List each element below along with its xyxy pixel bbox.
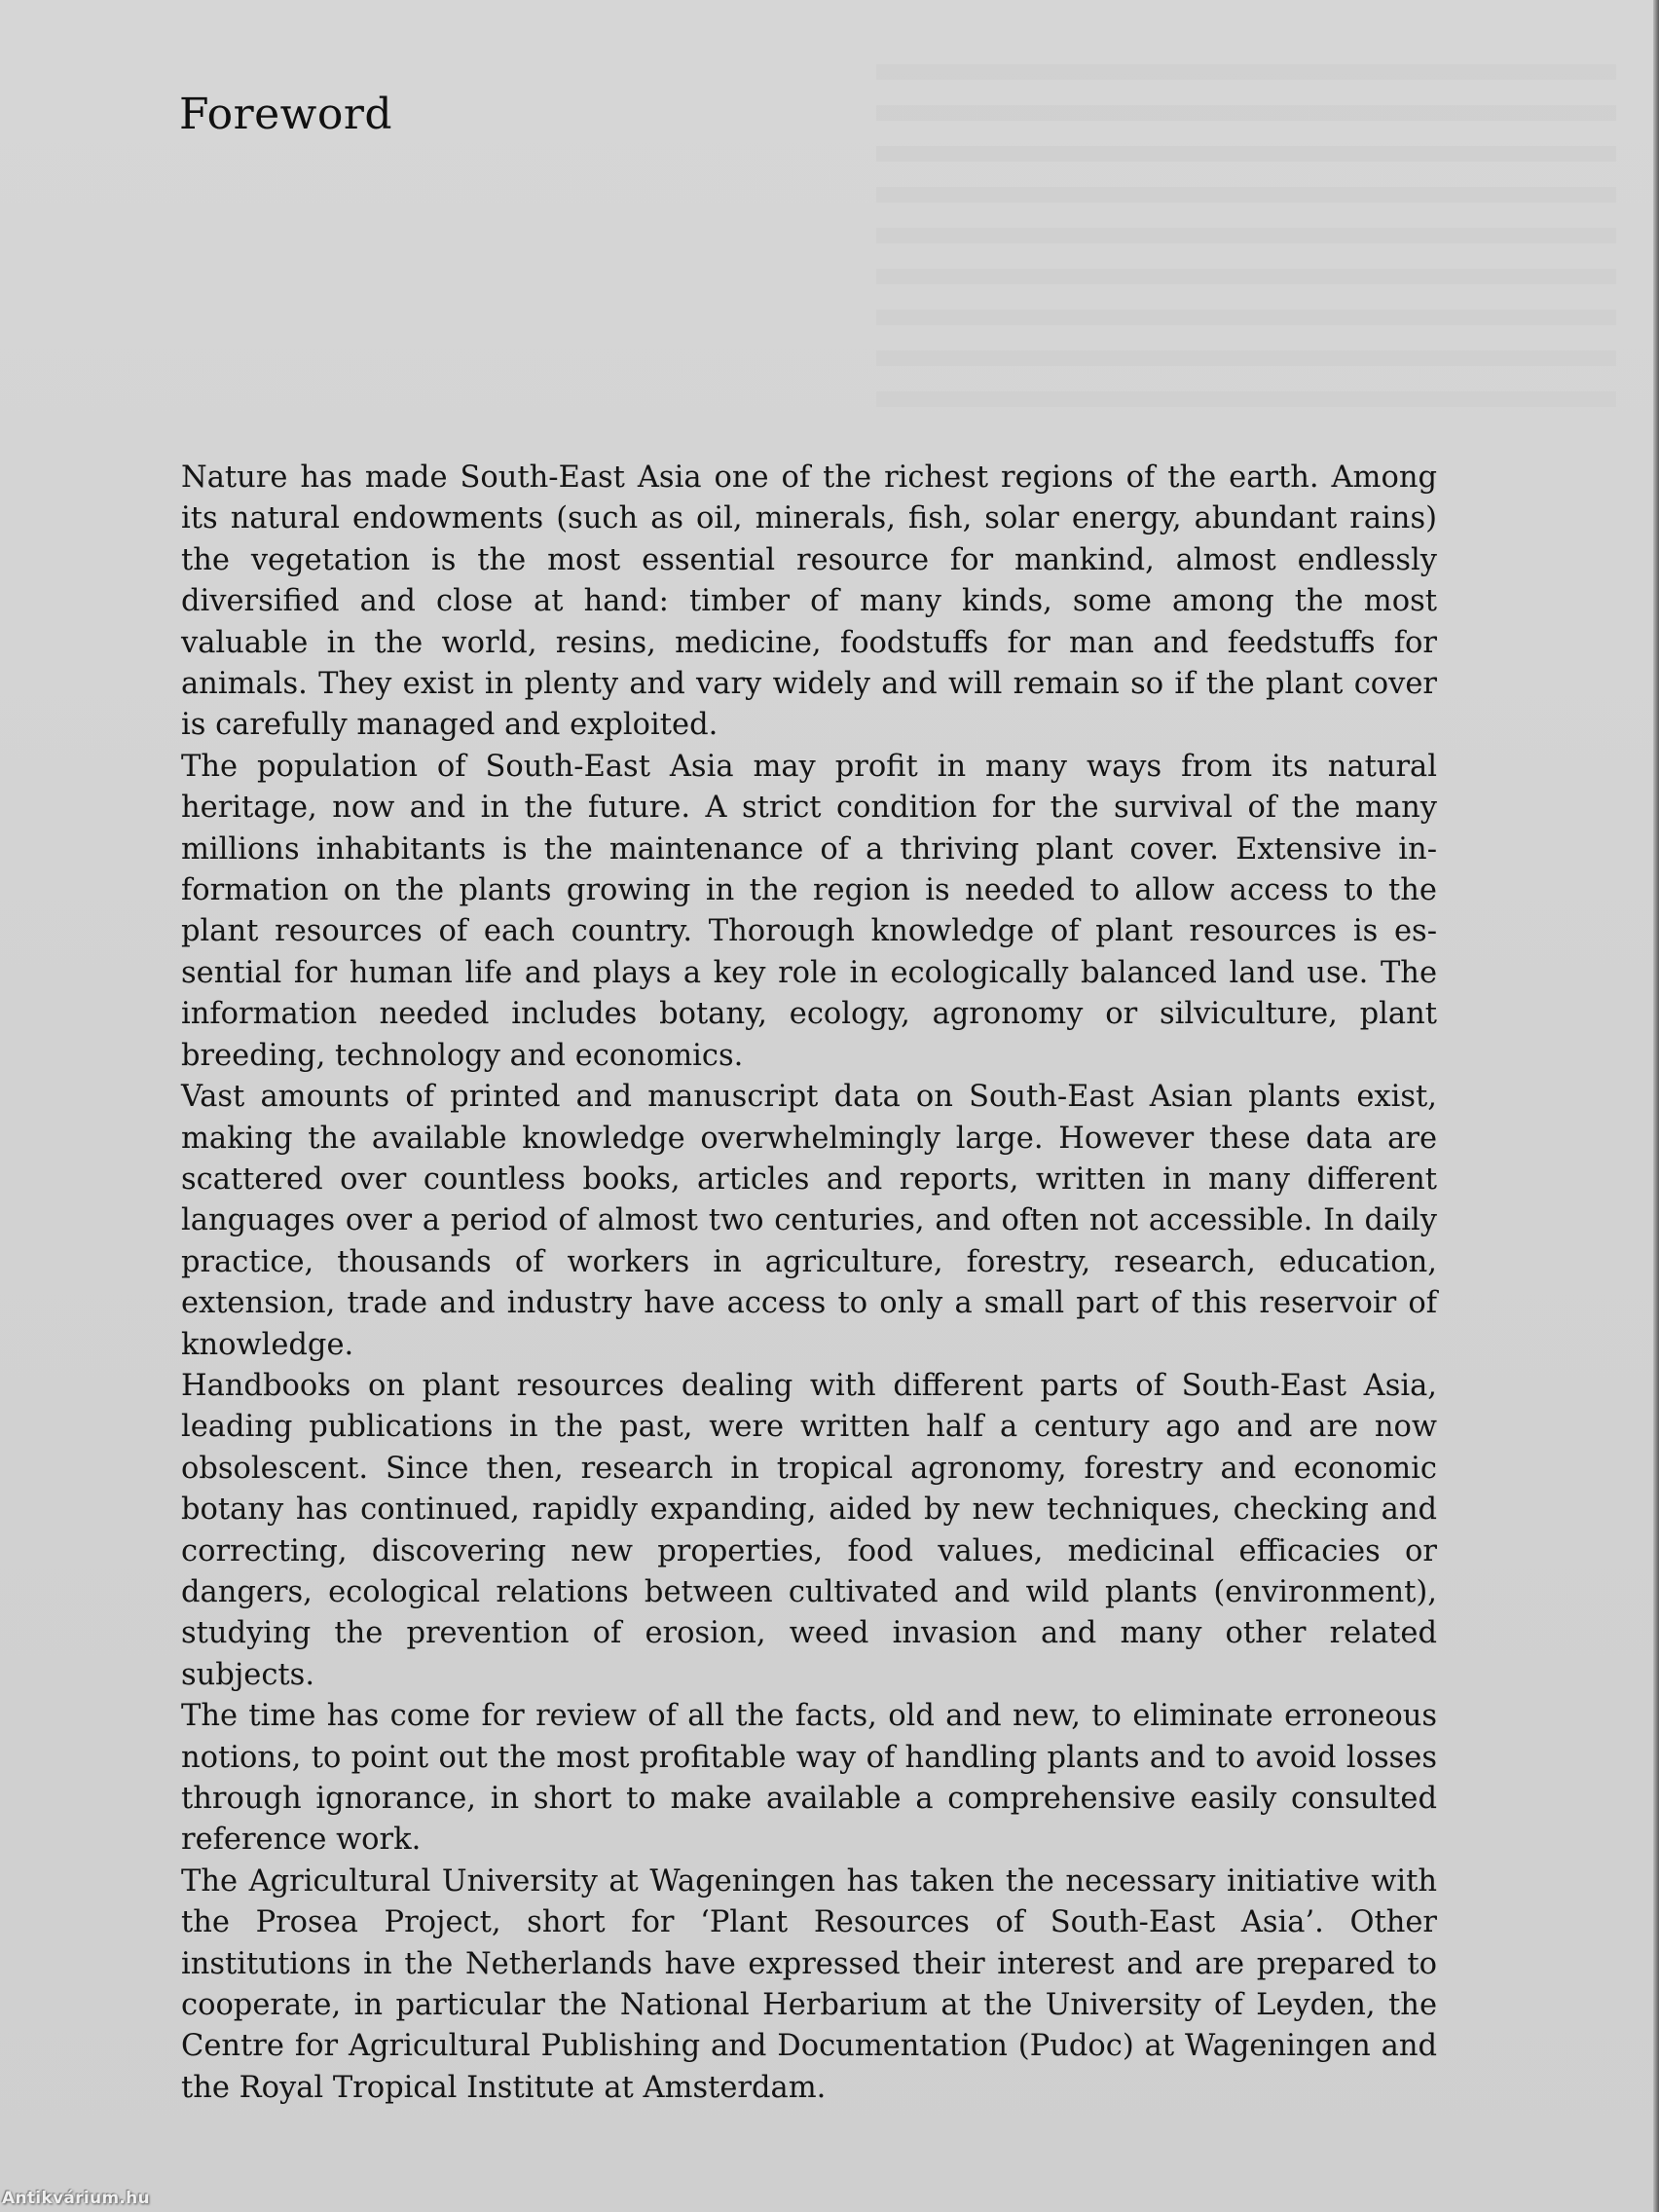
reverse-side-show-through — [876, 39, 1616, 428]
watermark: Antikvárium.hu — [2, 2189, 150, 2208]
paragraph-3: Vast amounts of printed and manuscript data on South-East Asian plants exist, making the available knowledge overwhelmingly large. However these data are scattered over countless books, articles and reports, written in many different languages over a period of almost two centuries, and often not accessible. In daily practice, thousands of workers in agriculture, forestry, research, education, extension, trade and industry have access to only a small part of this reservoir of knowledge. — [181, 1080, 1437, 1362]
page-title: Foreword — [179, 90, 393, 139]
paragraph-1: Nature has made South-East Asia one of the richest regions of the earth. Among its natural endowments (such as oil, minerals, fish, solar energy, abundant rains) the vegetation is the most essential resource for mankind, almost endlessly diversified and close at hand: timber of many kinds, some among the most valuable in the world, resins, medicine, foodstuffs for man and feedstuffs for animals. They exist in plenty and vary widely and will remain so if the plant cover is carefully managed and exploited. — [181, 461, 1437, 743]
paragraph-2: The population of South-East Asia may profit in many ways from its natural heritage, now and in the future. A strict condition for the survival of the many millions inhabitants is the maintenance of a thriving plant cover. Extensive information on the plants growing in the region is needed to allow access to the plant resources of each country. Thorough knowledge of plant resources is essential for human life and plays a key role in ecologically balanced land use. The information needed includes botany, ecology, agronomy or silviculture, plant breeding, technology and economics. — [181, 749, 1437, 1073]
paragraph-4: Handbooks on plant resources dealing with different parts of South-East Asia, leading publications in the past, were written half a century ago and are now obsolescent. Since then, research in tropical agronomy, forestry and economic botany has continued, rapidly expanding, aided by new techniques, checking and correcting, discovering new properties, food values, medicinal efficacies or dangers, ecological relations between cultivated and wild plants (environment), studying the prevention of erosion, weed invasion and many other related subjects. — [181, 1368, 1437, 1692]
paragraph-5: The time has come for review of all the facts, old and new, to eliminate erroneous notions, to point out the most profitable way of handling plants and to avoid losses through ignorance, in short to make available a comprehensive easily consulted reference work. — [181, 1699, 1437, 1858]
foreword-body — [181, 458, 1437, 2109]
page-edge-shadow — [1653, 0, 1659, 2212]
paragraph-6: The Agricultural University at Wageningen has taken the necessary initiative with the Prosea Project, short for ‘Plant Resources of South-East Asia’. Other institutions in the Netherlands have expressed their interest and are prepared to cooperate, in particular the National Herbarium at the University of Leyden, the Centre for Agricultural Publishing and Documentation (Pudoc) at Wageningen and the Royal Tropical Institute at Amsterdam. — [181, 1863, 1437, 2105]
